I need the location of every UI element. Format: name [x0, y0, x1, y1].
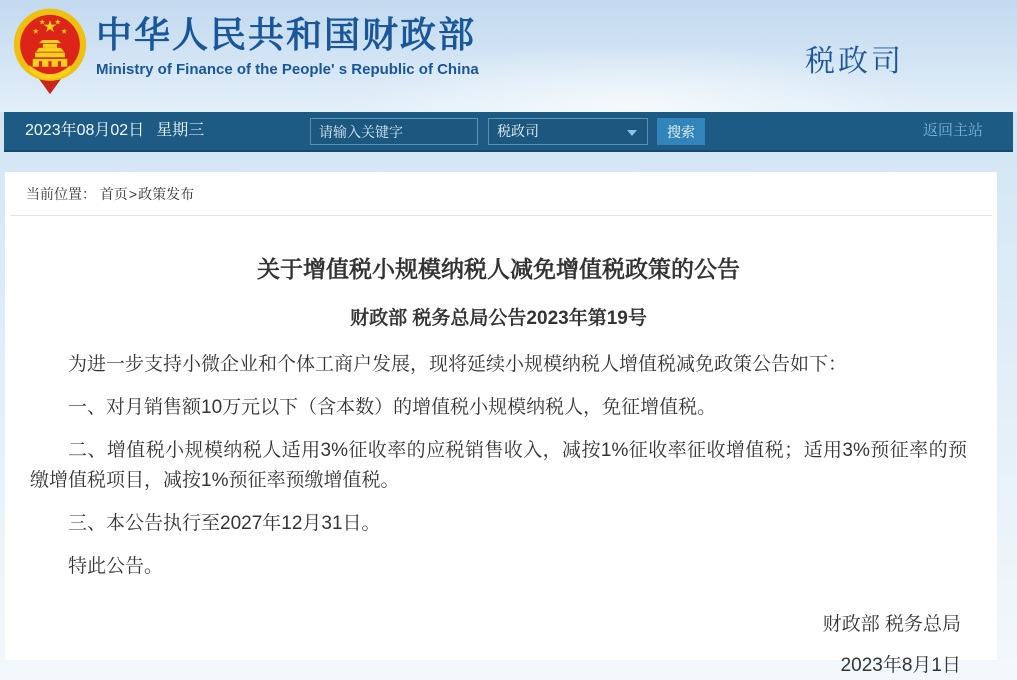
announcement-article [5, 216, 997, 677]
chevron-down-icon [627, 130, 637, 136]
paragraph: 一、对月销售额10万元以下（含本数）的增值税小规模纳税人，免征增值税。 [68, 397, 717, 418]
search-button[interactable]: 搜索 [657, 118, 705, 145]
department-select-value: 税政司 [497, 123, 539, 139]
return-home-link[interactable]: 返回主站 [922, 122, 983, 139]
document-number: 财政部 税务总局公告2023年第19号 [350, 308, 647, 329]
weekday-text: 星期三 [156, 122, 205, 139]
document-title: 关于增值税小规模纳税人减免增值税政策的公告 [257, 256, 740, 282]
navbar [4, 112, 1013, 152]
signature-date: 2023年8月1日 [840, 655, 961, 676]
breadcrumb [10, 172, 992, 216]
content-panel [5, 172, 997, 676]
current-date [25, 112, 204, 150]
national-emblem-icon [10, 7, 90, 95]
breadcrumb-separator: > [128, 186, 138, 202]
site-subtitle: Ministry of Finance of the People' s Republic of China [96, 61, 479, 78]
paragraph: 二、增值税小规模纳税人适用3%征收率的应税销售收入，减按1%征收率征收增值税；适用3%预征率的预缴增值税项目，减按1%预征率预缴增值税。 [30, 440, 967, 491]
breadcrumb-section-link[interactable]: 政策发布 [138, 186, 195, 202]
search-input[interactable] [310, 118, 478, 145]
site-title-block [96, 13, 479, 78]
breadcrumb-home-link[interactable]: 首页 [99, 186, 128, 202]
date-text: 2023年08月02日 [25, 122, 145, 139]
site-title: 中华人民共和国财政部 [96, 14, 477, 55]
signature-authority: 财政部 税务总局 [822, 614, 961, 635]
department-title: 税政司 [805, 45, 904, 78]
paragraph: 特此公告。 [68, 556, 164, 577]
paragraph: 三、本公告执行至2027年12月31日。 [68, 513, 381, 534]
site-header [0, 0, 1017, 112]
department-select[interactable] [488, 118, 648, 145]
breadcrumb-location-label: 当前位置： [26, 186, 96, 202]
paragraph: 为进一步支持小微企业和个体工商户发展，现将延续小规模纳税人增值税减免政策公告如下： [68, 354, 848, 375]
signature-block [30, 609, 967, 677]
